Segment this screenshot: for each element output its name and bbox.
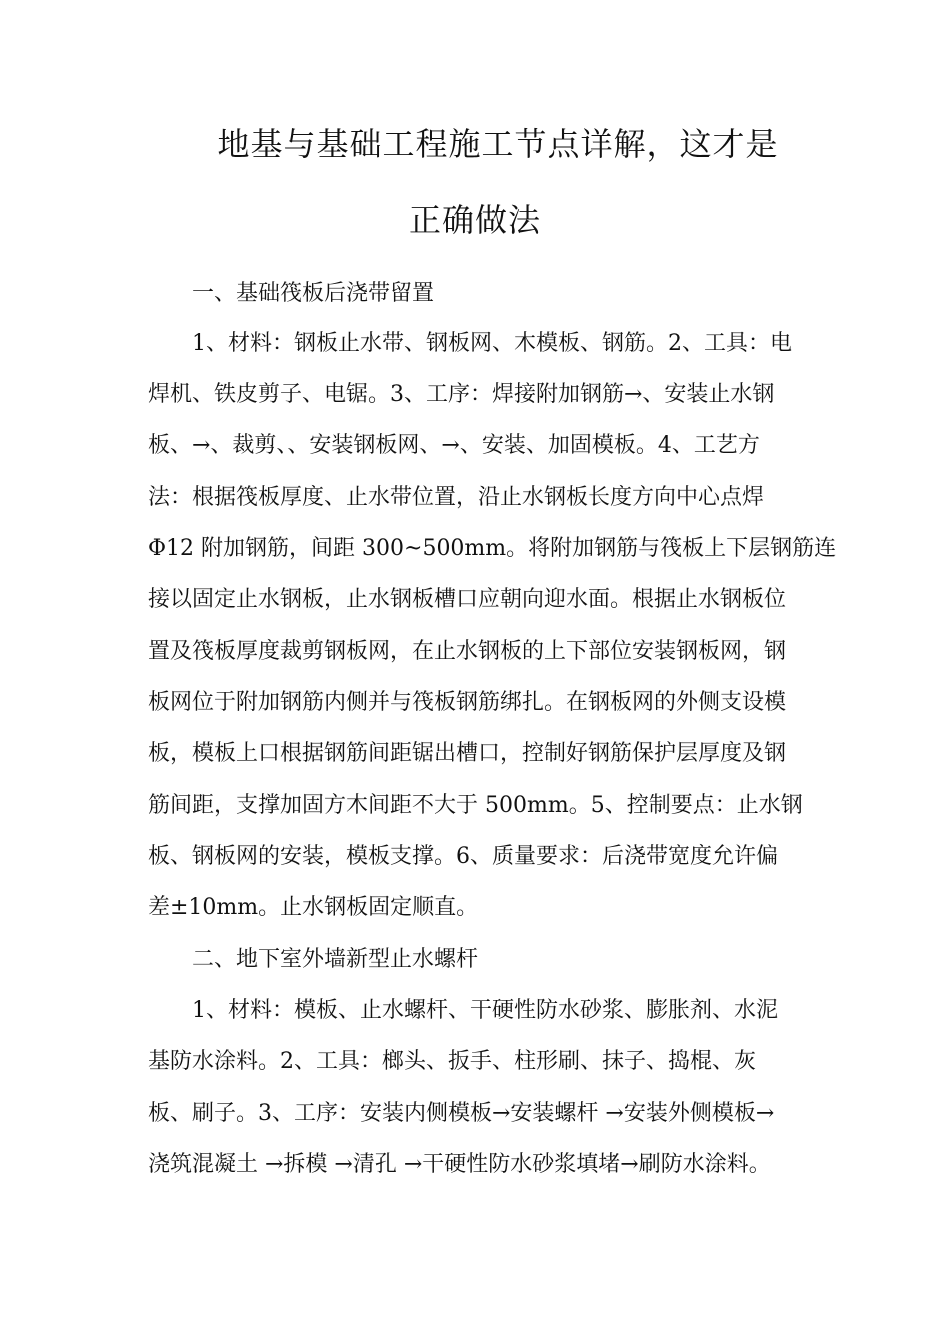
section-1-line: 法：根据筏板厚度、止水带位置，沿止水钢板长度方向中心点焊 <box>148 485 765 510</box>
section-2-line: 基防水涂料。2、工具：榔头、扳手、柱形刷、抹子、捣棍、灰 <box>148 1049 756 1074</box>
document-title-line-2: 正确做法 <box>408 201 541 239</box>
section-1-line: 板网位于附加钢筋内侧并与筏板钢筋绑扎。在钢板网的外侧支设模 <box>148 690 787 715</box>
section-1-line: 1、材料：钢板止水带、钢板网、木模板、钢筋。2、工具：电 <box>192 331 792 356</box>
document-title-line-1: 地基与基础工程施工节点详解，这才是 <box>217 125 779 163</box>
section-2-line: 板、刷子。3、工序：安装内侧模板→安装螺杆 →安装外侧模板→ <box>148 1101 775 1126</box>
section-2-heading: 二、地下室外墙新型止水螺杆 <box>192 947 479 972</box>
section-1-line: 筋间距，支撑加固方木间距不大于 500mm。5、控制要点：止水钢 <box>148 793 803 818</box>
section-2-line: 1、材料：模板、止水螺杆、干硬性防水砂浆、膨胀剂、水泥 <box>192 998 778 1023</box>
section-1-line: 置及筏板厚度裁剪钢板网，在止水钢板的上下部位安装钢板网，钢 <box>148 639 787 664</box>
section-1-line: 板、钢板网的安装，模板支撑。6、质量要求：后浇带宽度允许偏 <box>148 844 778 869</box>
section-1-line: Φ12 附加钢筋，间距 300~500mm。将附加钢筋与筏板上下层钢筋连 <box>148 536 837 561</box>
section-1-line: 板，模板上口根据钢筋间距锯出槽口，控制好钢筋保护层厚度及钢 <box>148 741 787 766</box>
section-1-line: 差±10mm。止水钢板固定顺直。 <box>148 895 479 920</box>
section-1-line: 板、→、裁剪、、安装钢板网、→、安装、加固模板。4、工艺方 <box>148 433 760 458</box>
section-1-line: 焊机、铁皮剪子、电锯。3、工序：焊接附加钢筋→、安装止水钢 <box>148 382 775 407</box>
section-1-heading: 一、基础筏板后浇带留置 <box>192 281 435 306</box>
section-1-line: 接以固定止水钢板，止水钢板槽口应朝向迎水面。根据止水钢板位 <box>148 587 787 612</box>
section-2-line: 浇筑混凝土 →拆模 →清孔 →干硬性防水砂浆填堵→刷防水涂料。 <box>148 1152 771 1177</box>
